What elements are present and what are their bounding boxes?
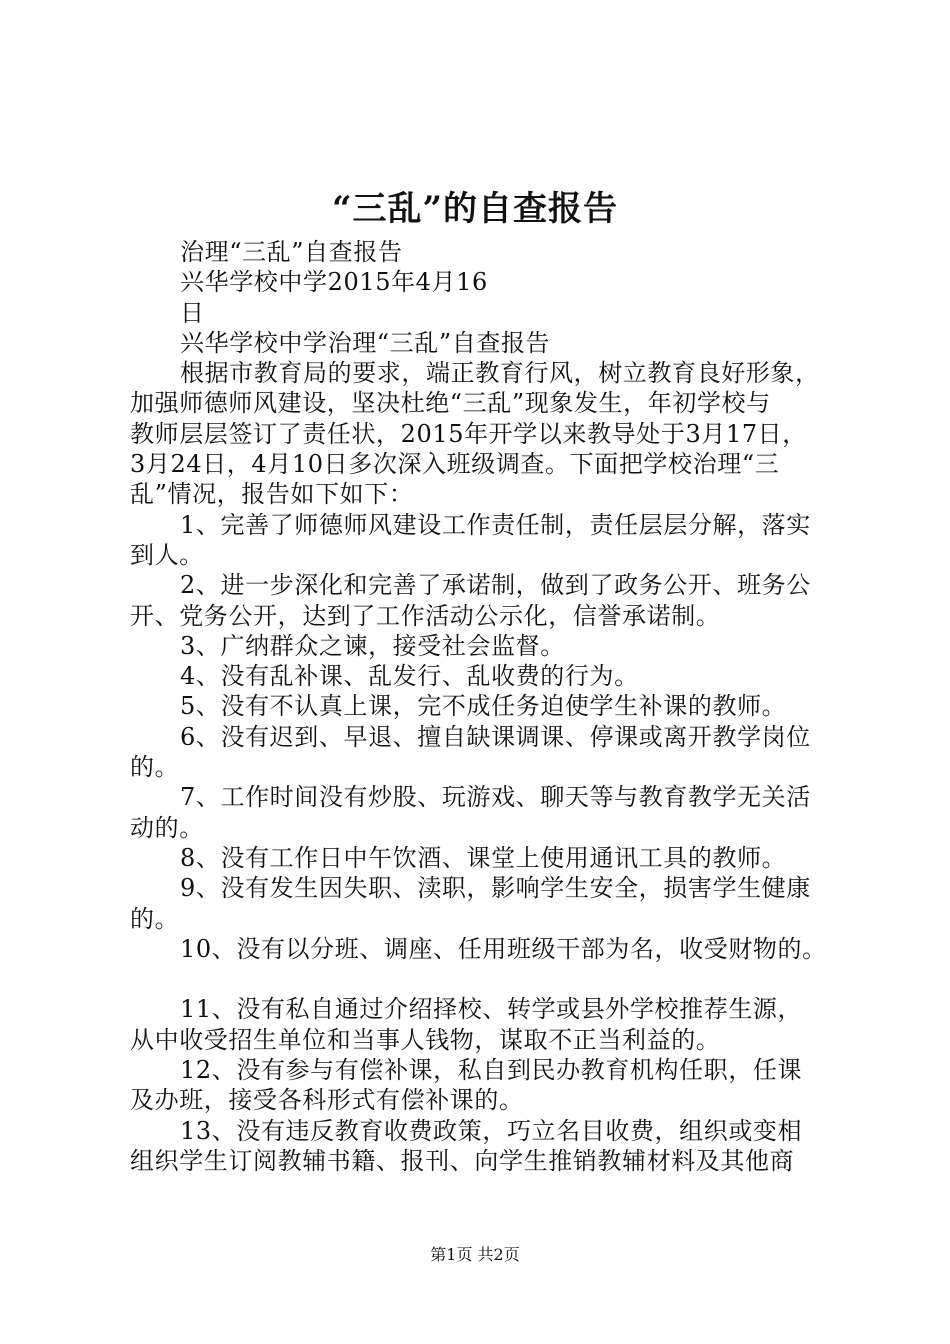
paragraph-line: 动的。	[130, 813, 204, 842]
paragraph-line: 开、党务公开，达到了工作活动公示化，信誉承诺制。	[130, 601, 721, 630]
paragraph-line: 教师层层签订了责任状，2015年开学以来教导处于3月17日，	[130, 419, 807, 448]
paragraph-line: 日	[180, 298, 205, 327]
paragraph-line: 7、工作时间没有炒股、玩游戏、聊天等与教育教学无关活	[180, 783, 811, 812]
paragraph-line: 兴华学校中学2015年4月16	[180, 268, 488, 297]
paragraph-line: 8、没有工作日中午饮酒、课堂上使用通讯工具的教师。	[180, 843, 787, 872]
paragraph-line: 12、没有参与有偿补课，私自到民办教育机构任职，任课	[180, 1056, 803, 1085]
paragraph-line: 11、没有私自通过介绍择校、转学或县外学校推荐生源，	[180, 995, 803, 1024]
paragraph-line: 6、没有迟到、早退、擅自缺课调课、停课或离开教学岗位	[180, 722, 811, 751]
paragraph-line: 4、没有乱补课、乱发行、乱收费的行为。	[180, 662, 639, 691]
paragraph-line: 2、进一步深化和完善了承诺制，做到了政务公开、班务公	[180, 571, 811, 600]
paragraph-line: 治理“三乱”自查报告	[180, 238, 403, 266]
paragraph-line: 10、没有以分班、调座、任用班级干部为名，收受财物的。	[180, 934, 827, 963]
paragraph-line: 兴华学校中学治理“三乱”自查报告	[180, 328, 551, 357]
paragraph-line: 到人。	[130, 540, 204, 569]
paragraph-line: 的。	[130, 753, 180, 782]
page-footer: 第1页 共2页	[430, 1245, 520, 1264]
paragraph-line: 13、没有违反教育收费政策，巧立名目收费，组织或变相	[180, 1116, 803, 1145]
paragraph-line: 5、没有不认真上课，完不成任务迫使学生补课的教师。	[180, 692, 787, 721]
paragraph-line: 3月24日，4月10日多次深入班级调查。下面把学校治理“三	[130, 450, 780, 479]
paragraph-line: 根据市教育局的要求，端正教育行风，树立教育良好形象，	[180, 359, 820, 388]
document-title: “三乱”的自查报告	[331, 189, 619, 229]
paragraph-line: 加强师德师风建设，坚决杜绝“三乱”现象发生，年初学校与	[130, 389, 771, 418]
paragraph-line: 9、没有发生因失职、渎职，影响学生安全，损害学生健康	[180, 874, 811, 903]
document-body	[130, 237, 830, 1176]
paragraph-line: 组织学生订阅教辅书籍、报刊、向学生推销教辅材料及其他商	[130, 1146, 795, 1175]
paragraph-line: 从中收受招生单位和当事人钱物，谋取不正当利益的。	[130, 1025, 721, 1054]
paragraph-line: 的。	[130, 904, 180, 933]
paragraph-line: 1、完善了师德师风建设工作责任制，责任层层分解，落实	[180, 510, 811, 539]
paragraph-line: 乱”情况，报告如下如下：	[130, 480, 414, 509]
paragraph-line: 及办班，接受各科形式有偿补课的。	[130, 1086, 524, 1115]
paragraph-line: 3、广纳群众之谏，接受社会监督。	[180, 631, 565, 660]
blank-line	[130, 964, 830, 994]
